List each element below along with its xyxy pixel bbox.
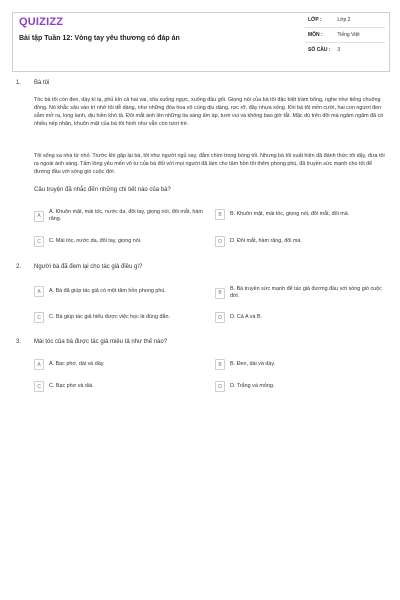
- question-1-option-d[interactable]: [215, 236, 387, 247]
- option-text: B. Khuôn mặt, mái tóc, giọng nói, đôi mắt, đôi má.: [230, 211, 350, 217]
- passage-title: Bà tôi: [34, 80, 50, 86]
- meta-count: [308, 47, 340, 53]
- option-letter-box[interactable]: A: [34, 211, 44, 222]
- option-text: B. Đen, dài và dày.: [230, 361, 276, 367]
- option-text: C. Bà giúp tác giả hiểu được việc học là đúng đắn.: [49, 314, 171, 320]
- option-letter-box[interactable]: B: [215, 359, 225, 370]
- question-3-option-c[interactable]: [34, 381, 204, 392]
- meta-grade-label: LỚP :: [308, 17, 322, 23]
- option-text: C. Mái tóc, nước da, đôi tay, giọng nói.: [49, 238, 142, 244]
- passage-paragraph-2: Tôi sống xa nhà từ nhỏ. Trước khi gặp lại bà, tôi như người ngủ say, đắm chìm trong bóng tối. Nhưng bà tôi xuất hiện đã đánh thức tôi dậy, đưa tôi ra ngoài ánh sáng. Tấm lòng yêu mến vô tư của bà đối với mọi người đã làm cho tâm hồn tôi thêm phong phú, đã truyền sức mạnh cho tôi để đương đầu với sóng gió cuộc đời.: [34, 153, 385, 175]
- meta-count-value: 3: [337, 47, 341, 53]
- worksheet-title: Bài tập Tuần 12: Vòng tay yêu thương có đáp án: [19, 35, 180, 42]
- option-letter-box[interactable]: D: [215, 312, 225, 323]
- question-2-option-d[interactable]: [215, 312, 387, 323]
- meta-divider: [305, 42, 385, 43]
- question-1-option-c[interactable]: [34, 236, 204, 247]
- option-text: A. Khuôn mặt, mái tóc, nước da, đôi tay, giọng nói, đôi mắt, hàm răng.: [49, 209, 203, 222]
- option-letter-box[interactable]: D: [215, 236, 225, 247]
- meta-grade: [308, 17, 350, 23]
- question-1-prompt: Câu truyện đã nhắc đến những chi tiết nào của bà?: [34, 187, 171, 193]
- option-letter-box[interactable]: B: [215, 209, 225, 220]
- question-3-option-d[interactable]: [215, 381, 387, 392]
- meta-subject-label: MÔN :: [308, 32, 323, 38]
- question-3-prompt: Mái tóc của bà được tác giả miêu tả như thế nào?: [34, 339, 168, 345]
- option-letter-box[interactable]: C: [34, 236, 44, 247]
- meta-subject-value: Tiếng Việt: [337, 32, 360, 38]
- option-text: C. Bạc phơ và dài.: [49, 383, 94, 389]
- option-text: A. Bà đã giúp tác giả có một tâm hồn phong phú.: [49, 288, 166, 294]
- question-2-number: 2.: [16, 264, 22, 270]
- passage-paragraph-1: Tóc bà tôi còn đen, dày kì lạ, phủ kín cả hai vai, xõa xuống ngực, xuống đầu gối. Giọng nói của bà tôi đặc biệt trầm bổng, nghe như tiếng chuông đồng. Nó khắc sâu vào trí nhớ tôi dễ dàng, như những đóa hoa vô cùng dịu dàng, rực rỡ, đầy nhựa sống. Khi bà tôi mỉm cười, hai con ngươi đen sẫm mở ra, long lanh, dịu hiền khó tả. Đôi mắt ánh lên những tia sáng ấm áp, tươi vui và không bao giờ tắt. Mặc dù trên đôi má ngăm ngăm đã có nhiều nếp nhăn, khuôn mặt của bà tôi hình như vẫn còn tươi trẻ.: [34, 97, 384, 127]
- option-letter-box[interactable]: D: [215, 381, 225, 392]
- question-2-option-c[interactable]: [34, 312, 209, 323]
- option-text: D. Cả A và B.: [230, 314, 263, 320]
- question-1-option-a[interactable]: [34, 209, 204, 223]
- option-text: D. Đôi mắt, hàm răng, đôi má.: [230, 238, 302, 244]
- option-letter-box[interactable]: C: [34, 381, 44, 392]
- meta-count-label: SỐ CÂU :: [308, 47, 331, 53]
- question-2-option-a[interactable]: [34, 286, 209, 297]
- option-letter-box[interactable]: A: [34, 286, 44, 297]
- question-1-number: 1.: [16, 80, 22, 86]
- question-2-prompt: Người bà đã đem lại cho tác giả điều gì?: [34, 264, 143, 270]
- option-text: B. Bà truyền sức mạnh để tác giả đương đầu với sóng gió cuộc đời.: [230, 286, 382, 299]
- question-3-option-a[interactable]: [34, 359, 204, 370]
- option-text: D. Trắng và mỏng.: [230, 383, 275, 389]
- option-text: A. Bạc phơ, dài và dày.: [49, 361, 105, 367]
- option-letter-box[interactable]: C: [34, 312, 44, 323]
- option-letter-box[interactable]: A: [34, 359, 44, 370]
- quizizz-logo: QUIZIZZ: [19, 16, 64, 28]
- meta-subject: [308, 32, 360, 38]
- question-1-option-b[interactable]: [215, 209, 387, 220]
- question-2-option-b[interactable]: [215, 286, 387, 300]
- option-letter-box[interactable]: B: [215, 288, 225, 299]
- meta-grade-value: Lớp 2: [337, 17, 351, 23]
- meta-divider: [305, 27, 385, 28]
- question-3-number: 3.: [16, 339, 22, 345]
- question-3-option-b[interactable]: [215, 359, 387, 370]
